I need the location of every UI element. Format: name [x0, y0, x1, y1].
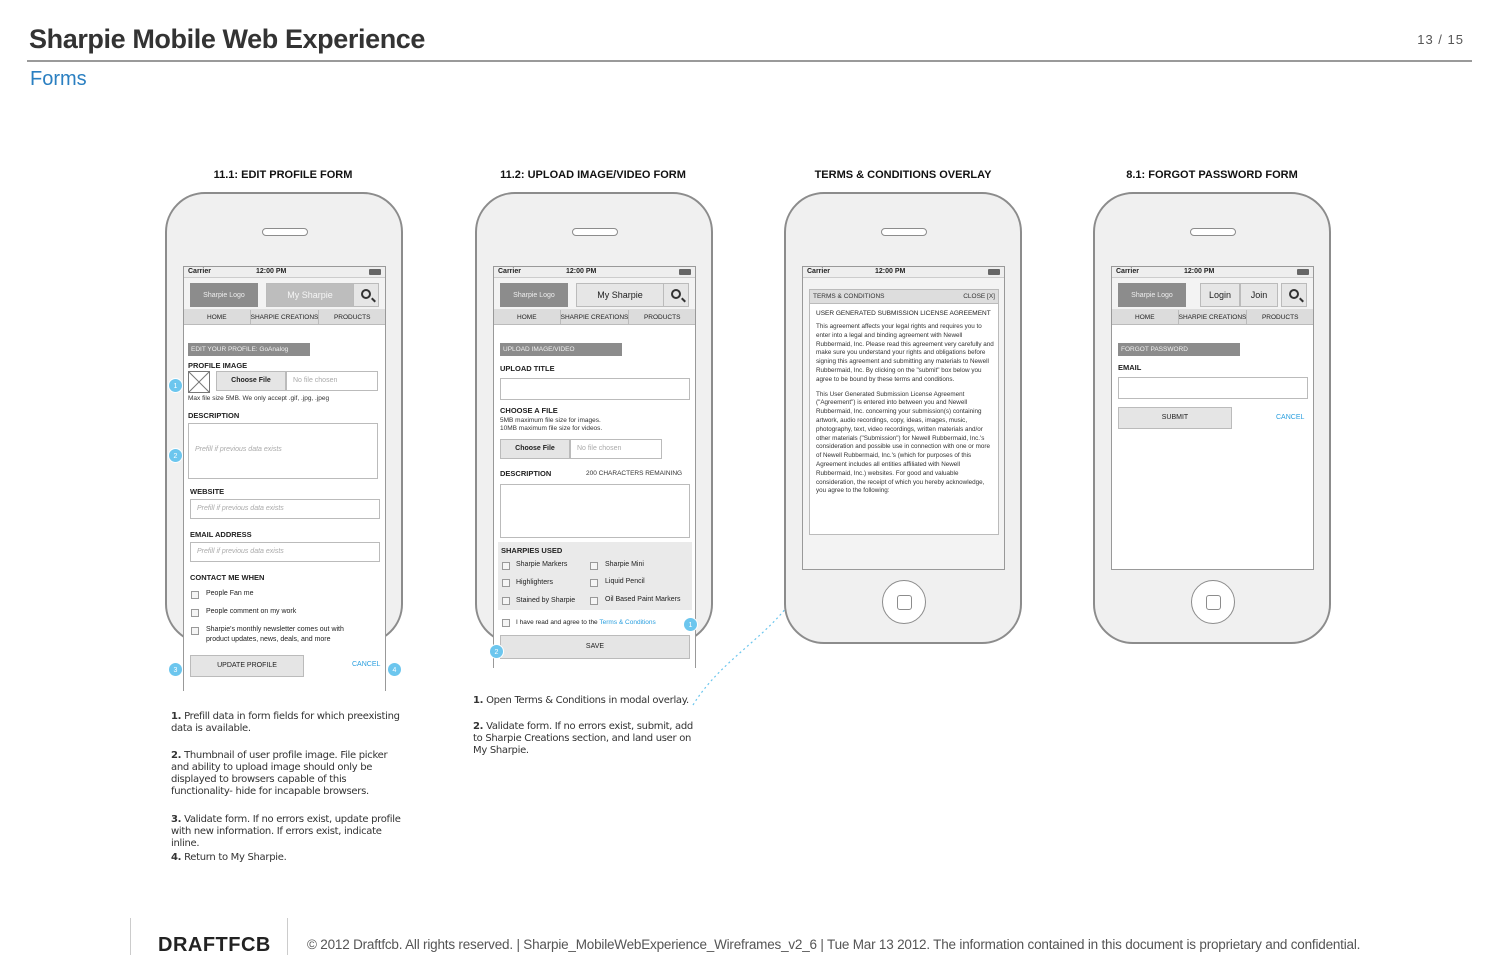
- time-label: 12:00 PM: [566, 268, 597, 275]
- my-sharpie-button[interactable]: My Sharpie: [266, 283, 354, 307]
- callout-badge: 2: [489, 644, 504, 659]
- search-icon: [1289, 289, 1299, 299]
- terms-modal-header: [810, 290, 998, 304]
- checkbox-oil-paint[interactable]: [590, 597, 598, 605]
- annotation-1: 1. Open Terms & Conditions in modal overlay.: [473, 695, 689, 706]
- footer-brand: DRAFTFCB: [158, 934, 271, 955]
- speaker-icon: [1190, 228, 1236, 236]
- search-icon: [361, 289, 371, 299]
- search-button[interactable]: [353, 283, 379, 307]
- submit-button[interactable]: SUBMIT: [1118, 407, 1232, 429]
- caption-forgot-password: 8.1: FORGOT PASSWORD FORM: [1126, 169, 1298, 181]
- upload-title-field[interactable]: [500, 378, 690, 400]
- video-size-hint: 10MB maximum file size for videos.: [500, 425, 603, 432]
- home-button-icon[interactable]: [1191, 580, 1235, 624]
- close-button[interactable]: CLOSE [X]: [963, 293, 995, 300]
- profile-image-label: PROFILE IMAGE: [188, 361, 248, 370]
- nav-sharpie-creations[interactable]: SHARPIE CREATIONS: [251, 310, 320, 325]
- phone-terms: [784, 192, 1022, 644]
- option-sharpie-markers: Sharpie Markers: [516, 561, 568, 568]
- cancel-link[interactable]: CANCEL: [352, 661, 381, 668]
- contact-label: CONTACT ME WHEN: [190, 573, 265, 582]
- app-header: [1112, 278, 1313, 310]
- callout-badge: 2: [168, 448, 183, 463]
- callout-badge: 3: [168, 662, 183, 677]
- option-comment: People comment on my work: [206, 608, 297, 615]
- callout-badge: 4: [387, 662, 402, 677]
- email-label: EMAIL ADDRESS: [190, 530, 252, 539]
- carrier-label: Carrier: [807, 268, 830, 275]
- file-chosen-field: No file chosen: [570, 439, 662, 459]
- upload-title-label: UPLOAD TITLE: [500, 364, 555, 373]
- agree-terms-label: I have read and agree to the Terms & Conditions: [516, 619, 656, 626]
- annotation-4: 4. Return to My Sharpie.: [171, 852, 287, 863]
- battery-icon: [369, 269, 381, 275]
- file-chosen-field: No file chosen: [286, 371, 378, 391]
- choose-file-button[interactable]: Choose File: [500, 439, 570, 459]
- sharpie-logo[interactable]: Sharpie Logo: [500, 283, 568, 307]
- checkbox-highlighters[interactable]: [502, 579, 510, 587]
- document-title: Sharpie Mobile Web Experience: [29, 24, 426, 54]
- search-button[interactable]: [663, 283, 689, 307]
- characters-remaining: 200 CHARACTERS REMAINING: [586, 470, 683, 477]
- battery-icon: [988, 269, 1000, 275]
- terms-link[interactable]: Terms & Conditions: [599, 619, 656, 626]
- speaker-icon: [881, 228, 927, 236]
- image-placeholder-icon: [189, 372, 209, 392]
- screen-edit-profile: [183, 266, 386, 691]
- checkbox-liquid-pencil[interactable]: [590, 579, 598, 587]
- screen-terms: [802, 266, 1005, 570]
- time-label: 12:00 PM: [256, 268, 287, 275]
- sharpie-logo[interactable]: Sharpie Logo: [190, 283, 258, 307]
- app-header: [184, 278, 385, 310]
- nav-bar: [1112, 310, 1313, 325]
- max-size-hint: Max file size 5MB. We only accept .gif, .jpg, .jpeg: [188, 395, 330, 402]
- phone-upload: [475, 192, 713, 650]
- join-button[interactable]: Join: [1240, 283, 1278, 307]
- terms-body: [816, 310, 996, 496]
- option-sharpie-mini: Sharpie Mini: [605, 561, 644, 568]
- callout-badge: 1: [168, 378, 183, 393]
- annotation-2: 2. Thumbnail of user profile image. File picker and ability to upload image should only be displayed to browsers capable of this functionality- hide for incapable browsers.: [171, 750, 388, 797]
- nav-products[interactable]: PRODUCTS: [333, 313, 371, 321]
- checkbox-newsletter[interactable]: [191, 627, 199, 635]
- footer-divider: [130, 918, 131, 955]
- description-label: DESCRIPTION: [500, 469, 552, 478]
- search-icon: [671, 289, 681, 299]
- nav-home[interactable]: HOME: [184, 310, 251, 325]
- profile-thumbnail-placeholder: [188, 371, 210, 393]
- nav-home[interactable]: HOME: [1112, 310, 1179, 325]
- carrier-label: Carrier: [188, 268, 211, 275]
- nav-sharpie-creations[interactable]: SHARPIE CREATIONS: [1179, 310, 1248, 325]
- caption-terms: TERMS & CONDITIONS OVERLAY: [814, 169, 992, 181]
- option-fan: People Fan me: [206, 590, 254, 597]
- nav-sharpie-creations[interactable]: SHARPIE CREATIONS: [561, 310, 630, 325]
- speaker-icon: [572, 228, 618, 236]
- email-field[interactable]: Prefill if previous data exists: [190, 542, 380, 562]
- time-label: 12:00 PM: [1184, 268, 1215, 275]
- description-field[interactable]: [500, 484, 690, 538]
- carrier-label: Carrier: [498, 268, 521, 275]
- choose-a-file-label: CHOOSE A FILE: [500, 406, 558, 415]
- terms-modal-title: TERMS & CONDITIONS: [813, 293, 885, 300]
- checkbox-sharpie-mini[interactable]: [590, 562, 598, 570]
- phone-edit-profile: [165, 192, 403, 669]
- checkbox-fan[interactable]: [191, 591, 199, 599]
- website-label: WEBSITE: [190, 487, 225, 496]
- search-button[interactable]: [1281, 283, 1307, 307]
- sharpie-logo[interactable]: Sharpie Logo: [1118, 283, 1186, 307]
- checkbox-sharpie-markers[interactable]: [502, 562, 510, 570]
- section-title: Forms: [30, 68, 87, 90]
- save-button[interactable]: SAVE: [500, 635, 690, 659]
- phone-forgot-password: [1093, 192, 1331, 644]
- status-bar: [803, 267, 1004, 278]
- terms-modal: [809, 289, 999, 535]
- title-divider: [27, 60, 1472, 62]
- home-button-icon[interactable]: [882, 580, 926, 624]
- footer-copyright: © 2012 Draftfcb. All rights reserved. | Sharpie_MobileWebExperience_Wireframes_v2_6 | Tue Mar 13 2012. The information contained in this document is proprietary and confidential.: [307, 937, 1361, 952]
- option-newsletter-line1: Sharpie's monthly newsletter comes out with: [206, 626, 344, 633]
- screen-upload: [493, 266, 696, 668]
- image-size-hint: 5MB maximum file size for images.: [500, 417, 601, 424]
- caption-edit-profile: 11.1: EDIT PROFILE FORM: [213, 169, 353, 181]
- terms-paragraph-1: This agreement affects your legal rights and requires you to enter into a legal and binding agreement with Newell Rubbermaid, Inc. Please read this agreement very carefully and make sure you understand your rights and obligations before signing this agreement and submitting any materials to Newell Rubbermaid, Inc. By clicking on the "submit" box below you agree to be bound by these terms and conditions.: [816, 323, 994, 383]
- form-title-bar: UPLOAD IMAGE/VIDEO: [500, 343, 622, 356]
- app-header: [494, 278, 695, 310]
- battery-icon: [1297, 269, 1309, 275]
- option-liquid-pencil: Liquid Pencil: [605, 578, 645, 585]
- terms-paragraph-2: This User Generated Submission License Agreement ("Agreement") is entered into between you and Newell Rubbermaid, Inc. concerning your submission(s) containing artwork, audio recordings, copy, ideas, images, music, photography, text, video recordings, written materials and/or other materials ("Submission") for Newell Rubbermaid, Inc.'s consideration and possible use in connection with one or more of Newell Rubbermaid, Inc.'s (which for purposes of this Agreement includes all entities affiliated with Newell Rubbermaid, Inc.) websites. For good and valuable consideration, the receipt of which you hereby acknowledge, you agree to the following:: [816, 390, 990, 495]
- option-stained: Stained by Sharpie: [516, 597, 576, 604]
- website-field[interactable]: Prefill if previous data exists: [190, 499, 380, 519]
- choose-file-button[interactable]: Choose File: [216, 371, 286, 391]
- nav-bar: [494, 310, 695, 325]
- checkbox-agree-terms[interactable]: [502, 619, 510, 627]
- my-sharpie-button[interactable]: My Sharpie: [576, 283, 664, 307]
- update-profile-button[interactable]: UPDATE PROFILE: [190, 655, 304, 677]
- page-number: 13 / 15: [1417, 32, 1464, 47]
- speaker-icon: [262, 228, 308, 236]
- status-bar: [494, 267, 695, 278]
- callout-badge: 1: [683, 617, 698, 632]
- annotation-2: 2. Validate form. If no errors exist, submit, add to Sharpie Creations section, and land user on My Sharpie.: [473, 721, 693, 756]
- nav-products[interactable]: PRODUCTS: [643, 313, 681, 321]
- login-button[interactable]: Login: [1200, 283, 1240, 307]
- nav-products[interactable]: PRODUCTS: [1261, 313, 1299, 321]
- option-highlighters: Highlighters: [516, 579, 553, 586]
- annotation-1: 1. Prefill data in form fields for which preexisting data is available.: [171, 711, 400, 734]
- option-newsletter-line2: product updates, news, deals, and more: [206, 636, 331, 643]
- cancel-link[interactable]: CANCEL: [1276, 414, 1305, 421]
- email-label: EMAIL: [1118, 363, 1142, 372]
- nav-bar: [184, 310, 385, 325]
- status-bar: [1112, 267, 1313, 278]
- sharpies-used-label: SHARPIES USED: [501, 546, 563, 555]
- checkbox-stained[interactable]: [502, 597, 510, 605]
- description-field[interactable]: Prefill if previous data exists: [188, 423, 378, 479]
- carrier-label: Carrier: [1116, 268, 1139, 275]
- status-bar: [184, 267, 385, 278]
- annotation-3: 3. Validate form. If no errors exist, update profile with new information. If errors exist, indicate inline.: [171, 814, 401, 849]
- form-title-bar: EDIT YOUR PROFILE: GoAnalog: [188, 343, 310, 356]
- form-title-bar: FORGOT PASSWORD: [1118, 343, 1240, 356]
- footer-divider: [287, 918, 288, 955]
- email-field[interactable]: [1118, 377, 1308, 399]
- option-oil-paint: Oil Based Paint Markers: [605, 596, 681, 603]
- terms-heading: USER GENERATED SUBMISSION LICENSE AGREEMENT: [816, 310, 991, 317]
- time-label: 12:00 PM: [875, 268, 906, 275]
- nav-home[interactable]: HOME: [494, 310, 561, 325]
- checkbox-comment[interactable]: [191, 609, 199, 617]
- description-label: DESCRIPTION: [188, 411, 240, 420]
- battery-icon: [679, 269, 691, 275]
- caption-upload: 11.2: UPLOAD IMAGE/VIDEO FORM: [500, 169, 686, 181]
- screen-forgot-password: [1111, 266, 1314, 570]
